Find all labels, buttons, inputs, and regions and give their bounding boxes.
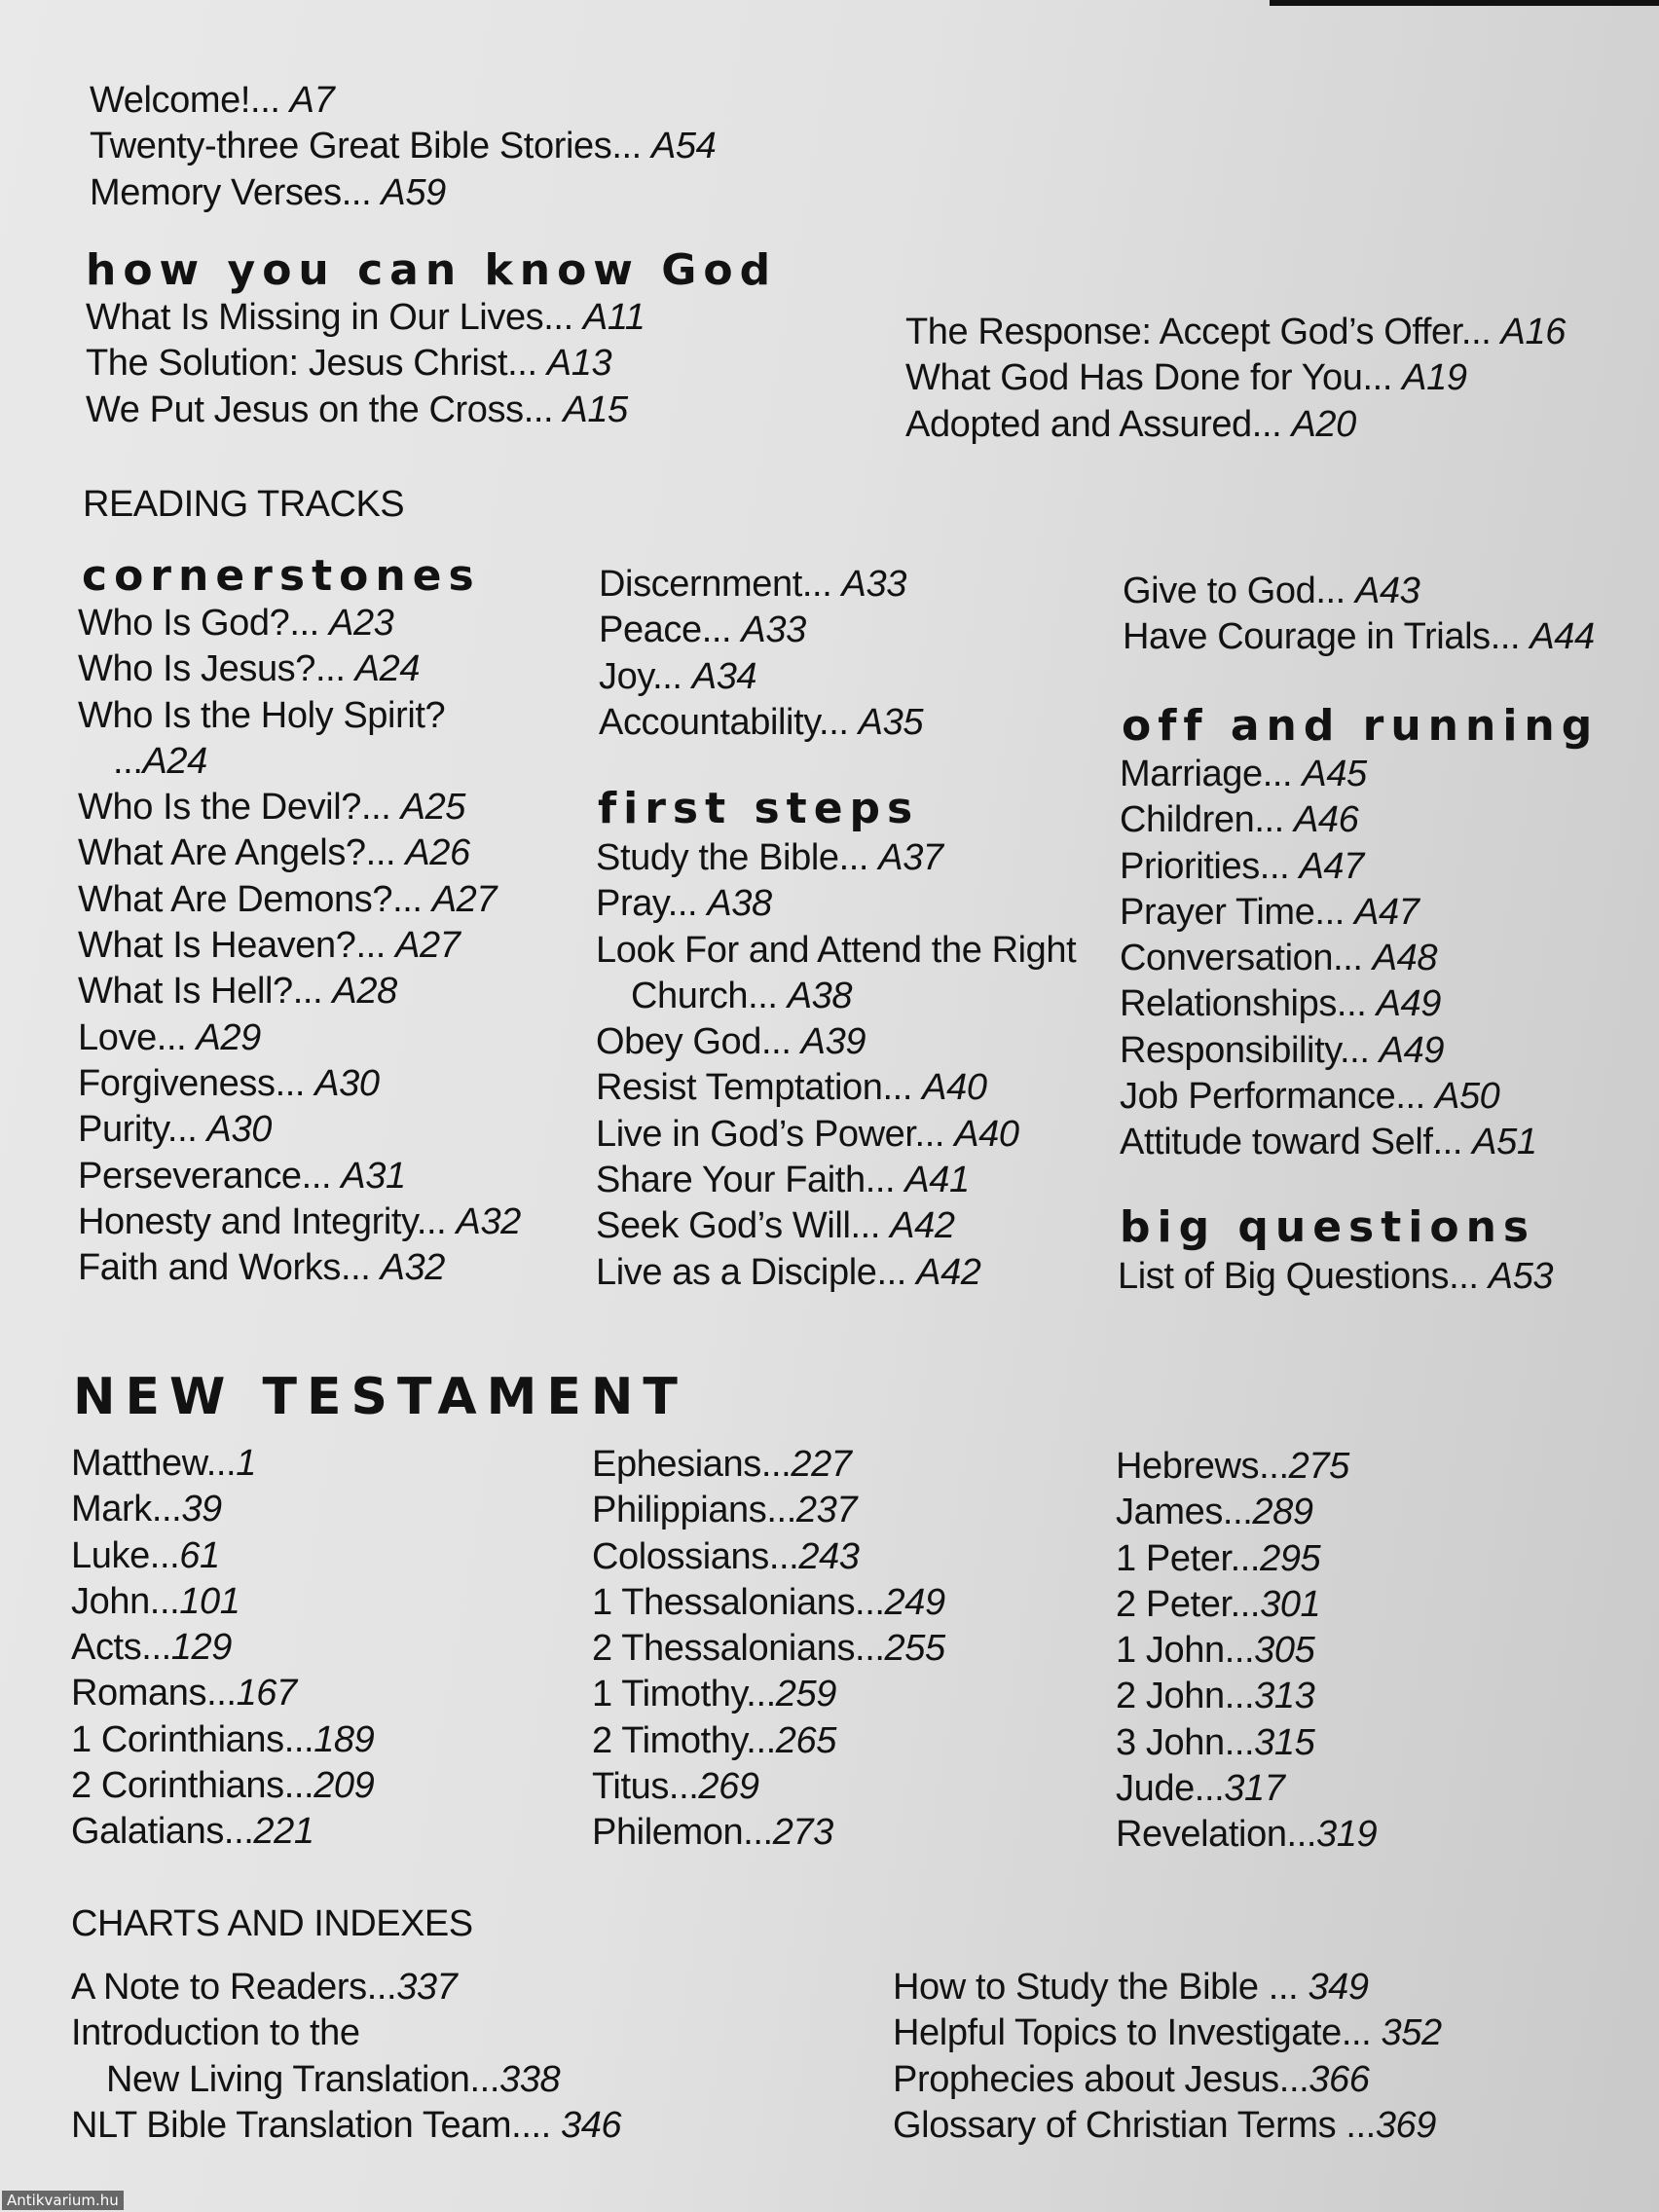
page-number: A31 bbox=[341, 1155, 406, 1197]
entry-title: Look For and Attend the Right bbox=[596, 929, 1077, 971]
toc-entry bbox=[1120, 844, 1537, 890]
page-number: A24 bbox=[142, 740, 207, 782]
toc-entry bbox=[599, 700, 923, 746]
toc-entry bbox=[78, 923, 521, 969]
page-number: 295 bbox=[1260, 1537, 1321, 1579]
page-number: A59 bbox=[381, 171, 446, 213]
toc-entry bbox=[592, 1672, 945, 1717]
page-number: 349 bbox=[1308, 1967, 1369, 2008]
first-steps-list bbox=[596, 835, 1076, 1296]
page-number: A28 bbox=[332, 971, 397, 1013]
entry-title: Matthew... bbox=[71, 1443, 237, 1484]
new-testament-col3 bbox=[1116, 1444, 1377, 1859]
entry-title: Give to God... bbox=[1123, 571, 1355, 611]
toc-entry bbox=[905, 310, 1566, 355]
page-number: A11 bbox=[582, 297, 645, 338]
toc-entry bbox=[893, 1965, 1442, 2010]
toc-entry bbox=[596, 1158, 1076, 1203]
page-number: 352 bbox=[1381, 2012, 1442, 2054]
entry-title: Who Is Jesus?... bbox=[78, 648, 355, 690]
toc-entry bbox=[71, 1487, 374, 1532]
toc-entry bbox=[78, 1015, 521, 1061]
know-god-left-list bbox=[86, 295, 645, 433]
toc-entry bbox=[1120, 797, 1537, 843]
new-testament-col1 bbox=[71, 1441, 374, 1856]
toc-entry bbox=[78, 877, 521, 923]
entry-title: Faith and Works... bbox=[78, 1247, 381, 1289]
entry-title: Peace... bbox=[599, 609, 742, 651]
toc-entry bbox=[78, 1245, 521, 1291]
page-number: A38 bbox=[707, 883, 772, 925]
page-number: A53 bbox=[1488, 1256, 1554, 1297]
page-number: A20 bbox=[1291, 403, 1356, 445]
toc-entry bbox=[1116, 1490, 1377, 1535]
toc-entry bbox=[71, 1441, 374, 1487]
toc-entry bbox=[596, 1019, 1076, 1065]
toc-entry bbox=[78, 1061, 521, 1107]
entry-title: Children... bbox=[1120, 799, 1294, 841]
toc-entry bbox=[893, 2103, 1442, 2149]
entry-title: Relationships... bbox=[1120, 983, 1377, 1025]
toc-entry bbox=[71, 1965, 621, 2010]
page-number: A30 bbox=[206, 1109, 272, 1151]
entry-title: A Note to Readers... bbox=[71, 1967, 397, 2008]
page-number: A29 bbox=[196, 1016, 261, 1058]
entry-title: Philemon... bbox=[592, 1812, 773, 1854]
entry-title: 2 John... bbox=[1116, 1676, 1255, 1717]
toc-entry bbox=[78, 830, 521, 876]
page-number: A34 bbox=[691, 655, 757, 697]
toc-entry bbox=[78, 739, 521, 785]
page-number: A48 bbox=[1372, 938, 1438, 979]
entry-title: Have Courage in Trials... bbox=[1123, 616, 1530, 658]
entry-title: 2 Timothy... bbox=[592, 1719, 776, 1761]
page-number: A45 bbox=[1302, 754, 1367, 794]
entry-title: 2 Peter... bbox=[1116, 1583, 1261, 1625]
toc-entry bbox=[599, 562, 923, 608]
toc-entry bbox=[596, 1112, 1076, 1158]
entry-title: What Is Missing in Our Lives... bbox=[86, 297, 583, 338]
toc-entry bbox=[71, 1763, 374, 1809]
page-number: 255 bbox=[884, 1628, 945, 1670]
page-number: 259 bbox=[775, 1674, 836, 1715]
entry-title: Welcome!... bbox=[90, 80, 290, 121]
entry-title: Responsibility... bbox=[1120, 1029, 1380, 1071]
page-number: A42 bbox=[890, 1205, 955, 1247]
toc-entry bbox=[78, 693, 521, 739]
page-number: A35 bbox=[858, 701, 924, 743]
entry-title: 2 Corinthians... bbox=[71, 1765, 314, 1807]
page-number: A44 bbox=[1530, 616, 1595, 658]
entry-title: Philippians... bbox=[592, 1490, 796, 1531]
entry-title: Forgiveness... bbox=[78, 1062, 315, 1104]
page-number: A25 bbox=[400, 787, 466, 829]
toc-entry bbox=[596, 974, 1076, 1019]
entry-title: Hebrews... bbox=[1116, 1446, 1289, 1487]
page-number: A26 bbox=[405, 832, 470, 874]
page-number: 366 bbox=[1309, 2058, 1370, 2100]
page-number: 221 bbox=[253, 1811, 314, 1853]
toc-entry bbox=[592, 1442, 945, 1488]
toc-entry bbox=[599, 654, 923, 700]
heading-first-steps: first steps bbox=[598, 784, 920, 833]
page-number: 189 bbox=[313, 1718, 375, 1760]
entry-title: New Living Translation... bbox=[106, 2058, 499, 2100]
heading-cornerstones: cornerstones bbox=[82, 551, 481, 601]
entry-title: What Is Heaven?... bbox=[78, 925, 396, 967]
toc-entry bbox=[71, 1717, 374, 1763]
page-number: A47 bbox=[1299, 845, 1364, 887]
toc-entry bbox=[78, 1107, 521, 1153]
watermark: Antikvarium.hu bbox=[2, 2191, 124, 2210]
page-number: A38 bbox=[787, 975, 853, 1016]
toc-entry bbox=[90, 78, 716, 124]
page-number: 346 bbox=[560, 2104, 622, 2146]
toc-entry bbox=[905, 402, 1566, 448]
charts-left-list bbox=[71, 1965, 621, 2149]
page-number: 265 bbox=[775, 1719, 836, 1761]
top-edge-bar bbox=[1270, 0, 1659, 6]
entry-title: What Is Hell?... bbox=[78, 971, 333, 1013]
entry-title: 1 Thessalonians... bbox=[592, 1581, 885, 1623]
page-number: A51 bbox=[1472, 1122, 1537, 1163]
toc-entry bbox=[1120, 981, 1537, 1027]
page-number: A33 bbox=[741, 609, 806, 651]
toc-entry bbox=[1116, 1536, 1377, 1582]
entry-title: Marriage... bbox=[1120, 754, 1303, 794]
entry-title: Attitude toward Self... bbox=[1120, 1122, 1473, 1163]
toc-entry bbox=[86, 295, 645, 341]
page-number: 269 bbox=[698, 1766, 759, 1808]
page-number: 289 bbox=[1252, 1492, 1313, 1533]
page-number: 275 bbox=[1288, 1446, 1349, 1487]
page-number: A41 bbox=[904, 1160, 970, 1201]
entry-title: Memory Verses... bbox=[90, 171, 382, 213]
entry-title: Honesty and Integrity... bbox=[78, 1200, 457, 1242]
entry-title: Luke... bbox=[71, 1534, 180, 1576]
entry-title: 1 Peter... bbox=[1116, 1537, 1261, 1579]
toc-entry bbox=[592, 1488, 945, 1533]
entry-title: Resist Temptation... bbox=[596, 1067, 923, 1109]
toc-entry bbox=[592, 1810, 945, 1856]
entry-title: 1 John... bbox=[1116, 1630, 1255, 1672]
entry-title: Ephesians... bbox=[592, 1444, 792, 1485]
toc-entry bbox=[1120, 752, 1537, 797]
page-number: A16 bbox=[1500, 312, 1566, 352]
entry-title: Prophecies about Jesus... bbox=[893, 2058, 1309, 2100]
page-number: 301 bbox=[1260, 1583, 1321, 1625]
toc-entry bbox=[1120, 1120, 1537, 1165]
know-god-right-list bbox=[905, 310, 1566, 448]
entry-title: NLT Bible Translation Team.... bbox=[71, 2104, 561, 2146]
right-track-list bbox=[1123, 569, 1595, 661]
entry-title: Colossians... bbox=[592, 1535, 799, 1577]
page-number: 39 bbox=[181, 1489, 222, 1530]
toc-entry bbox=[893, 2057, 1442, 2103]
entry-title: Share Your Faith... bbox=[596, 1160, 905, 1201]
toc-entry bbox=[1118, 1254, 1553, 1300]
entry-title: John... bbox=[71, 1580, 180, 1622]
page-number: A37 bbox=[878, 837, 943, 878]
toc-entry bbox=[905, 355, 1566, 401]
entry-title: Conversation... bbox=[1120, 938, 1373, 979]
new-testament-col2 bbox=[592, 1442, 945, 1857]
page-number: 167 bbox=[236, 1673, 297, 1714]
page-number: A49 bbox=[1379, 1029, 1445, 1071]
entry-title: 2 Thessalonians... bbox=[592, 1628, 885, 1670]
charts-right-list bbox=[893, 1965, 1442, 2149]
entry-title: Who Is the Devil?... bbox=[78, 787, 401, 829]
page-number: 237 bbox=[795, 1490, 858, 1531]
toc-entry bbox=[592, 1764, 945, 1810]
page-number: A39 bbox=[800, 1021, 866, 1063]
entry-title: List of Big Questions... bbox=[1118, 1256, 1489, 1297]
toc-entry bbox=[1116, 1720, 1377, 1766]
toc-entry bbox=[71, 1625, 374, 1671]
toc-entry bbox=[1123, 614, 1595, 660]
entry-title: Perseverance... bbox=[78, 1155, 342, 1197]
toc-entry bbox=[86, 387, 645, 433]
page-number: A54 bbox=[650, 126, 717, 167]
entry-title: Glossary of Christian Terms ... bbox=[893, 2104, 1376, 2146]
page-number: 338 bbox=[498, 2058, 561, 2100]
page-number: A40 bbox=[954, 1113, 1019, 1155]
entry-title: Introduction to the bbox=[71, 2012, 360, 2054]
page-number: A7 bbox=[289, 80, 335, 121]
page-number: 317 bbox=[1224, 1768, 1285, 1810]
page-number: A32 bbox=[456, 1200, 521, 1242]
entry-title: Priorities... bbox=[1120, 845, 1300, 887]
entry-title: How to Study the Bible ... bbox=[893, 1967, 1309, 2008]
page-number: A27 bbox=[395, 925, 461, 967]
page-number: A42 bbox=[916, 1251, 981, 1293]
toc-entry bbox=[592, 1718, 945, 1764]
entry-title: Discernment... bbox=[599, 564, 842, 605]
entry-title: Seek God’s Will... bbox=[596, 1205, 891, 1247]
entry-title: Live in God’s Power... bbox=[596, 1113, 955, 1155]
toc-entry bbox=[596, 881, 1076, 927]
toc-entry bbox=[1123, 569, 1595, 614]
toc-entry bbox=[90, 170, 716, 216]
entry-title: Titus... bbox=[592, 1766, 699, 1808]
entry-title: The Solution: Jesus Christ... bbox=[86, 343, 547, 385]
entry-title: Twenty-three Great Bible Stories... bbox=[90, 126, 651, 167]
off-and-running-list bbox=[1120, 752, 1537, 1166]
toc-entry bbox=[78, 1154, 521, 1199]
entry-title: Galatians... bbox=[71, 1811, 254, 1853]
page-number: 273 bbox=[772, 1812, 833, 1854]
toc-entry bbox=[596, 1250, 1076, 1296]
entry-title: The Response: Accept God’s Offer... bbox=[905, 312, 1501, 352]
entry-title: What God Has Done for You... bbox=[905, 357, 1403, 399]
page-number: A15 bbox=[563, 388, 628, 430]
page-number: A46 bbox=[1293, 799, 1359, 841]
heading-charts-and-indexes: CHARTS AND INDEXES bbox=[71, 1903, 473, 1944]
toc-entry bbox=[596, 928, 1076, 974]
toc-entry bbox=[1116, 1674, 1377, 1719]
entry-title: 1 Corinthians... bbox=[71, 1718, 314, 1760]
toc-entry bbox=[71, 1533, 374, 1579]
entry-title: Job Performance... bbox=[1120, 1076, 1435, 1118]
toc-entry bbox=[71, 2010, 621, 2056]
page-number: 209 bbox=[313, 1765, 375, 1807]
page-number: A47 bbox=[1354, 891, 1419, 933]
entry-title: Live as a Disciple... bbox=[596, 1251, 917, 1293]
toc-entry bbox=[78, 785, 521, 830]
page-number: A40 bbox=[922, 1067, 987, 1109]
entry-title: Prayer Time... bbox=[1120, 891, 1355, 933]
toc-entry bbox=[78, 1199, 521, 1245]
entry-title: Who Is God?... bbox=[78, 603, 329, 644]
page-number: A19 bbox=[1402, 357, 1467, 399]
entry-title: Romans... bbox=[71, 1673, 237, 1714]
toc-entry bbox=[71, 2057, 621, 2103]
page-number: A32 bbox=[380, 1247, 446, 1289]
toc-entry bbox=[1116, 1766, 1377, 1812]
entry-title: Accountability... bbox=[599, 701, 859, 743]
page-number: A23 bbox=[329, 603, 394, 644]
toc-entry bbox=[78, 601, 521, 646]
entry-title: What Are Demons?... bbox=[78, 878, 432, 920]
page-number: A30 bbox=[314, 1062, 380, 1104]
toc-entry bbox=[90, 124, 716, 169]
toc-entry bbox=[78, 969, 521, 1014]
page-number: A50 bbox=[1435, 1076, 1500, 1118]
page-number: 1 bbox=[236, 1443, 256, 1484]
entry-title: We Put Jesus on the Cross... bbox=[86, 388, 564, 430]
entry-title: ... bbox=[113, 740, 143, 782]
entry-title: Purity... bbox=[78, 1109, 207, 1151]
toc-entry bbox=[592, 1626, 945, 1672]
entry-title: Who Is the Holy Spirit? bbox=[78, 694, 446, 736]
entry-title: Pray... bbox=[596, 883, 708, 925]
entry-title: Love... bbox=[78, 1016, 197, 1058]
page-number: 101 bbox=[179, 1580, 240, 1622]
toc-entry bbox=[596, 1203, 1076, 1249]
entry-title: 1 Timothy... bbox=[592, 1674, 776, 1715]
toc-entry bbox=[592, 1534, 945, 1580]
page-number: 313 bbox=[1254, 1676, 1315, 1717]
toc-entry bbox=[596, 835, 1076, 881]
entry-title: Church... bbox=[631, 975, 788, 1016]
page-number: 243 bbox=[798, 1535, 860, 1577]
entry-title: What Are Angels?... bbox=[78, 832, 406, 874]
page-number: A13 bbox=[546, 343, 612, 385]
entry-title: Helpful Topics to Investigate... bbox=[893, 2012, 1382, 2054]
entry-title: Revelation... bbox=[1116, 1814, 1317, 1856]
page-number: 227 bbox=[791, 1444, 852, 1485]
entry-title: Joy... bbox=[599, 655, 692, 697]
page-number: 61 bbox=[179, 1534, 220, 1576]
toc-entry bbox=[592, 1580, 945, 1626]
heading-new-testament: NEW TESTAMENT bbox=[73, 1368, 687, 1426]
page-number: A49 bbox=[1376, 983, 1441, 1025]
toc-entry bbox=[86, 341, 645, 387]
page-number: 305 bbox=[1254, 1630, 1315, 1672]
page-number: 369 bbox=[1375, 2104, 1437, 2146]
toc-entry bbox=[1120, 1074, 1537, 1120]
page-number: A43 bbox=[1355, 571, 1420, 611]
heading-big-questions: big questions bbox=[1120, 1202, 1536, 1252]
heading-reading-tracks: READING TRACKS bbox=[83, 484, 405, 525]
page-number: A33 bbox=[841, 564, 906, 605]
toc-entry bbox=[78, 646, 521, 692]
entry-title: Jude... bbox=[1116, 1768, 1225, 1810]
toc-entry bbox=[71, 1809, 374, 1855]
toc-entry bbox=[1116, 1812, 1377, 1858]
big-questions-list bbox=[1118, 1254, 1553, 1300]
toc-entry bbox=[1120, 936, 1537, 981]
page-number: 319 bbox=[1316, 1814, 1378, 1856]
intro-list bbox=[90, 78, 716, 216]
toc-entry bbox=[1116, 1444, 1377, 1490]
heading-how-you-can-know-god: how you can know God bbox=[86, 245, 778, 295]
page-number: 249 bbox=[884, 1581, 945, 1623]
toc-entry bbox=[599, 608, 923, 653]
cornerstones-list bbox=[78, 601, 521, 1291]
entry-title: Mark... bbox=[71, 1489, 182, 1530]
entry-title: Adopted and Assured... bbox=[905, 403, 1292, 445]
entry-title: James... bbox=[1116, 1492, 1253, 1533]
toc-entry bbox=[1116, 1628, 1377, 1674]
toc-entry bbox=[1120, 890, 1537, 936]
page-number: 315 bbox=[1254, 1721, 1315, 1763]
entry-title: Obey God... bbox=[596, 1021, 801, 1063]
middle-track-list bbox=[599, 562, 923, 746]
toc-entry bbox=[1116, 1582, 1377, 1628]
toc-entry bbox=[71, 1671, 374, 1716]
entry-title: 3 John... bbox=[1116, 1721, 1255, 1763]
page-number: A27 bbox=[431, 878, 498, 920]
page-number: A24 bbox=[354, 648, 421, 690]
toc-entry bbox=[596, 1065, 1076, 1111]
toc-entry bbox=[71, 1579, 374, 1625]
toc-entry bbox=[893, 2010, 1442, 2056]
heading-off-and-running: off and running bbox=[1122, 701, 1600, 751]
toc-entry bbox=[71, 2103, 621, 2149]
page-number: 337 bbox=[396, 1967, 458, 2008]
entry-title: Study the Bible... bbox=[596, 837, 879, 878]
toc-entry bbox=[1120, 1028, 1537, 1074]
page-number: 129 bbox=[170, 1627, 232, 1669]
entry-title: Acts... bbox=[71, 1627, 171, 1669]
